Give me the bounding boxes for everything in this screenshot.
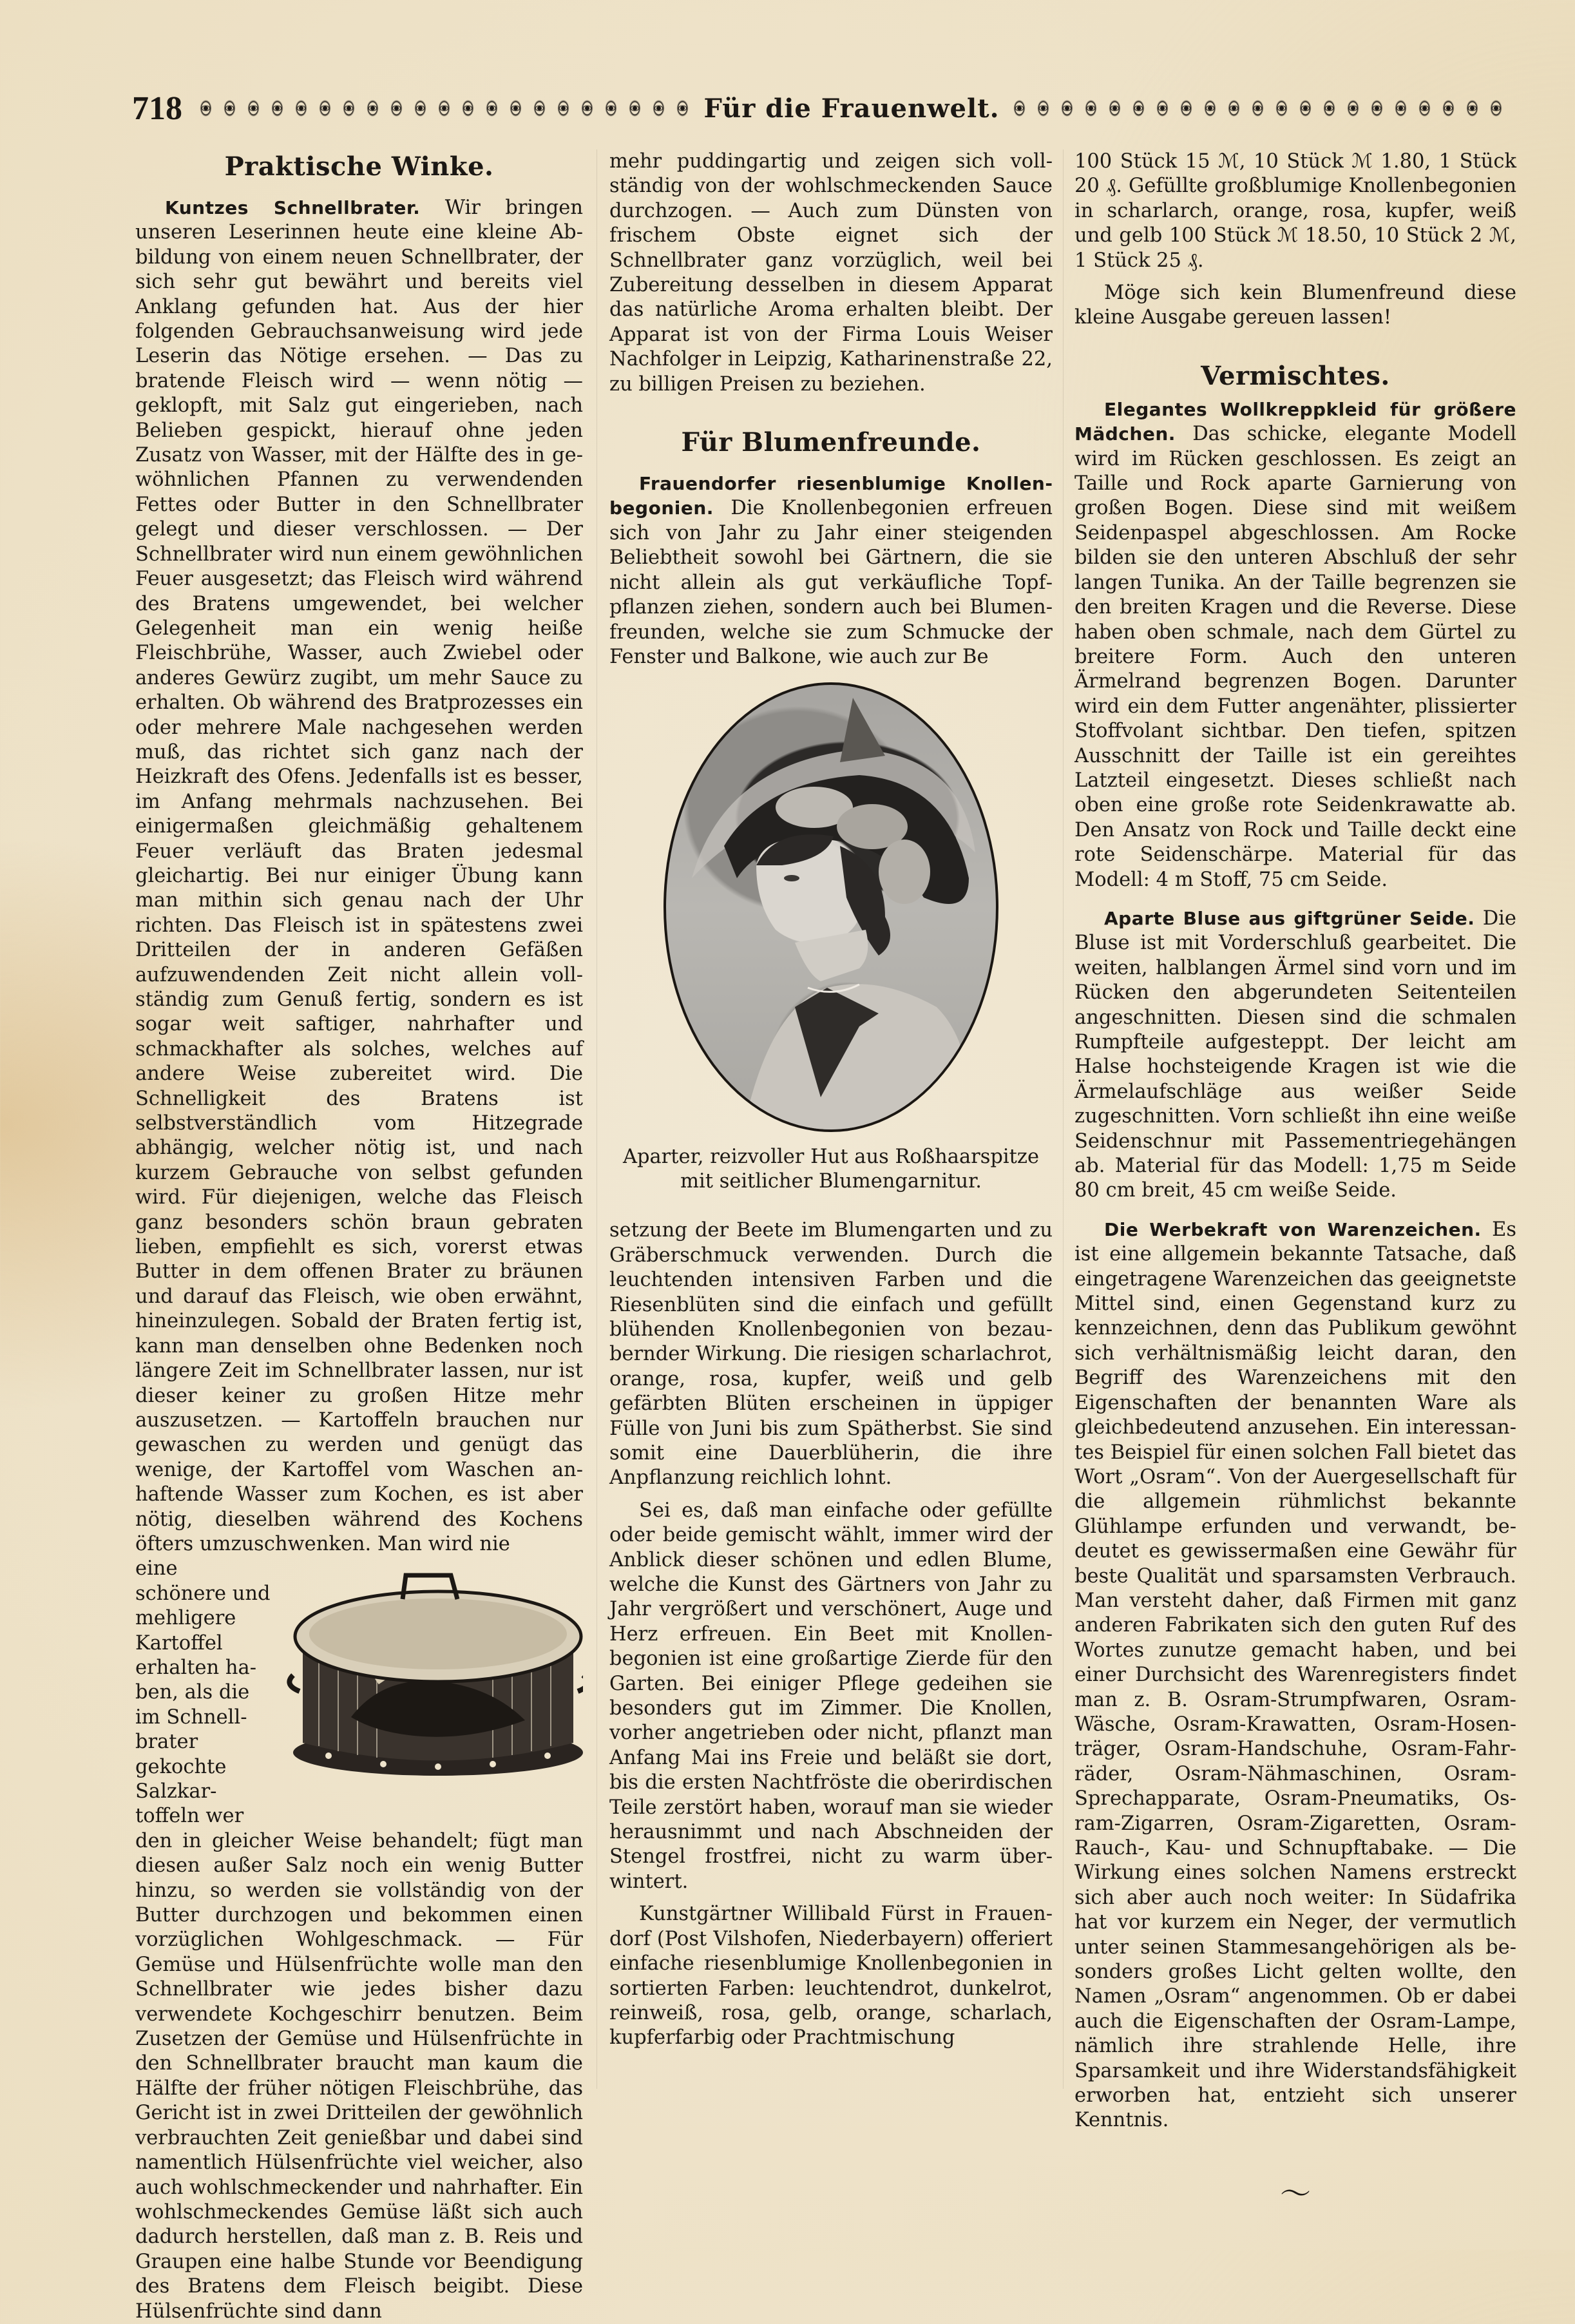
article-schnellbrater-continued: mehr puddingartig und zeigen sich vollständig von der wohlschmeckenden Sauce durchzogen. — Auch zum Dünsten von frischem Obste eignet sich der Schnellbrater ganz vorzüglich, weil bei Zubereitung desselben in diesem Apparat das natürliche Aroma erhalten bleibt. Der Apparat ist von der Firma Louis Weiser Nachfolger in Leipzig, Katharinenstraße 22, zu billigen Preisen zu beziehen. bbox=[609, 150, 1053, 396]
roasting-pan-icon bbox=[280, 1559, 583, 1785]
article-lead-knollenbegonien: Frauendorfer riesenblumige Knollenbegonien. bbox=[609, 473, 1053, 519]
article-text: Die Knollenbegonien erfreuen sich von Jahr zu Jahr einer steigenden Beliebtheit sowohl bei Gärtnern, die sie nicht allein als gut verkäufliche Topfpflanzen ziehen, sondern auch bei Blumenfreunden, welche sie zum Schmucke der Fenster und Balkone, wie auch zur Be bbox=[609, 497, 1053, 668]
column-2 bbox=[609, 149, 1053, 2051]
portrait-photo-woman-hat bbox=[663, 682, 998, 1132]
article-bluse bbox=[1074, 907, 1516, 1204]
article-knollenbegonien-paragraph-1 bbox=[609, 472, 1053, 669]
article-knollenbegonien-paragraph-2: Sei es, daß man einfache oder gefüllte oder beide gemischt wählt, immer wird der Anblick dieser schönen und edlen Blume, welche die Kunst des Gärtners von Jahr zu Jahr vergrößert und verschönert, Auge und Herz erfreuen. Ein Beet mit Knollenbegonien ist eine großartige Zierde für den Garten. Bei einiger Pflege gedeihen sie besonders gut im Zimmer. Die Knollen, vorher angetrieben oder nicht, pflanzt man Anfang Mai ins Freie und beläßt sie dort, bis die ersten Nachtfröste die oberirdischen Teile zerstört haben, worauf man sie wieder herausnimmt und nach Abschneiden der Stengel frostfrei, nicht zu warm überwintert. bbox=[609, 1499, 1053, 1893]
article-text: Wir bringen unseren Leserinnen heute eine kleine Abbildung von einem neuen Schnellbrater, der sich sehr gut bewährt und bereits viel Anklang gefunden hat. Aus der hier folgenden Gebrauchsanweisung wird jede Leserin das Nötige ersehen. — Das zu bratende Fleisch wird — wenn nötig — geklopft, mit Salz gut eingerieben, nach Belieben gespickt, hierauf ohne jeden Zusatz von Wasser, mit der Hälfte des in gewöhnlichen Pfannen zu verwendenden Fettes oder Butter in den Schnellbrater gelegt und dieser verschlossen. — Der Schnellbrater wird nun einem gewöhnlichen Feuer ausgesetzt; das Fleisch wird während des Bratens umgewendet, bei welcher Gelegenheit man ein wenig heiße Fleischbrühe, Wasser, auch Zwiebel oder anderes Gewürz zugibt, um mehr Sauce zu erhalten. Ob während des Bratprozesses ein oder mehrere Male nachgesehen werden muß, das richtet sich ganz nach der Heizkraft des Ofens. Jedenfalls ist es besser, im Anfang mehrmals nachzusehen. Bei einigermaßen gleichmäßig gehaltenem Feuer verläuft das Braten jedesmal gleichartig. Bei nur einiger Übung kann man mithin sich genau nach der Uhr richten. Das Fleisch ist in spätestens zwei Dritteilen der in anderen Gefäßen aufzuwendenden Zeit nicht allein vollständig zum Genuß fertig, sondern es ist sogar weit saftiger, nahrhafter und schmackhafter als solches, welches auf andere Weise zubereitet wird. Die Schnelligkeit des Bratens ist selbstverständlich vom Hitzegrade abhängig, welcher nötig ist, und nach kurzem Gebrauche von selbst gefunden wird. Für diejenigen, welche das Fleisch ganz besonders schön braun gebraten lieben, empfiehlt es sich, vorerst etwas Butter in dem offenen Brater zu bräunen und darauf das Fleisch, wie oben erwähnt, hineinzulegen. Sobald der Braten fertig ist, kann man denselben ohne Bedenken noch längere Zeit im Schnellbrater lassen, nur ist dieser keiner zu großen Hitze mehr auszusetzen. — Kartoffeln brauchen nur gewaschen zu werden und genügt das wenige, der Kartoffel vom Waschen anhaftende Wasser zum Kochen, es ist aber nötig, dieselben während des Kochens öfters umzuschwenken. Man wird nie bbox=[135, 197, 583, 1555]
photo-caption: Aparter, reizvoller Hut aus Roßhaarspitze mit seitlicher Blumengarnitur. bbox=[622, 1146, 1040, 1193]
section-heading-praktische-winke: Praktische Winke. bbox=[224, 151, 494, 182]
article-knollenbegonien-continued: setzung der Beete im Blumengarten und zu Gräberschmuck verwenden. Durch die leuchtenden intensiven Farben und die Riesenblüten sind die einfach und gefüllt blühenden Knollenbegonien von bezaubernder Wirkung. Die riesigen scharlachrot, orange, rosa, kupfer, weiß und gelb gefärbten Blüten erscheinen in üppiger Fülle von Juni bis zum Spätherbst. Sie sind somit eine Dauerblüherin, die ihre Anpflanzung reichlich lohnt. bbox=[609, 1219, 1053, 1490]
article-knollenbegonien-paragraph-3: Kunstgärtner Willibald Fürst in Frauendorf (Post Vilshofen, Niederbayern) offeriert einfache riesenblumige Knollenbegonien in sortierten Farben: leuchtendrot, dunkelrot, reinweiß, rosa, gelb, orange, scharlach, kupferfarbig oder Prachtmischung bbox=[609, 1903, 1053, 2050]
portrait-figure bbox=[609, 682, 1053, 1194]
article-lead-schnellbrater: Kuntzes Schnellbrater. bbox=[165, 197, 421, 218]
section-heading-vermischtes: Vermischtes. bbox=[1201, 360, 1390, 391]
wrapped-text-block bbox=[135, 1557, 583, 1829]
article-schnellbrater-paragraph-1 bbox=[135, 196, 583, 1557]
article-schnellbrater-wrap-text: eine schönere und mehligere Kartoffel erhalten haben, als die im Schnellbrater gekochte Salzkartoffeln wer bbox=[135, 1557, 271, 1828]
article-warenzeichen bbox=[1074, 1218, 1516, 2133]
column-3 bbox=[1074, 149, 1517, 2212]
article-lead-warenzeichen: Die Werbekraft von Warenzeichen. bbox=[1104, 1218, 1482, 1240]
article-schnellbrater-paragraph-2: den in gleicher Weise behandelt; fügt man diesen außer Salz noch ein wenig Butter hinzu, so werden sie vollständig von der Butter durchzogen und bekommen einen vorzüglichen Wohlgeschmack. — Für Gemüse und Hülsenfrüchte wolle man den Schnellbrater wie jedes bisher dazu verwendete Kochgeschirr benutzen. Beim Zusetzen der Gemüse und Hülsenfrüchte in den Schnellbrater braucht man kaum die Hälfte der früher nötigen Fleischbrühe, das Gericht ist in zwei Dritteilen der gewöhnlich verbrauchten Zeit genießbar und dabei sind namentlich Hülsenfrüchte viel weicher, also auch wohlschmeckender und nahrhafter. Ein wohlschmeckendes Gemüse läßt sich auch dadurch herstellen, daß man z. B. Reis und Graupen eine halbe Stunde vor Beendigung des Bratens dem Fleisch beigibt. Diese Hülsenfrüchte sind dann bbox=[135, 1829, 583, 2323]
column-1 bbox=[135, 149, 583, 2324]
ornament-rule-right bbox=[1007, 100, 1509, 117]
article-text: Es ist eine allgemein bekannte Tatsache, daß eingetragene Warenzeichen das geeignetste Mittel sind, einen Gegenstand kurz zu kennzeichnen, denn das Publikum gewöhnt sich verhältnismäßig leicht daran, den Begriff des Warenzeichens mit den Eigenschaften der benannten Ware als gleichbedeutend anzusehen. Ein interessantes Beispiel für einen solchen Fall bietet das Wort „Osram“. Von der Auergesellschaft für die allgemein rühmlichst bekannte Glühlampe erfunden und verwandt, bedeutet es gewissermaßen eine Gewähr für beste Qualität und sparsamsten Verbrauch. Man versteht daher, daß Firmen mit ganz anderen Fabrikaten sich den guten Ruf des Wortes zunutze gemacht haben, und bei einer Durchsicht des Warenregisters findet man z. B. Osram-Strumpfwaren, Osram-Wäsche, Osram-Krawatten, Osram-Hosenträger, Osram-Handschuhe, Osram-Fahrräder, Osram-Nähmaschinen, Osram-Sprechapparate, Osram-Pneumatiks, Osram-Zigarren, Osram-Zigaretten, Osram-Rauch-, Kau- und Schnupftabake. — Die Wirkung eines solchen Namens erstreckt sich aber auch noch weiter: In Südafrika hat vor kurzem ein Neger, der vermutlich unter seinen Stammesangehörigen als besonders großes Licht gelten wollte, den Namen „Osram“ angenommen. Ob er dabei auch die Eigenschaften der Osram-Lampe, nämlich ihre strahlende Helle, ihre Sparsamkeit und ihre Widerstandsfähigkeit erworben hat, entzieht sich unserer Kenntnis. bbox=[1074, 1218, 1517, 2132]
running-title: Für die Frauenwelt. bbox=[703, 93, 1000, 124]
article-lead-bluse: Aparte Bluse aus giftgrüner Seide. bbox=[1104, 907, 1475, 929]
page-header bbox=[132, 89, 1517, 128]
article-knollenbegonien-closing: Möge sich kein Blumenfreund diese kleine Ausgabe gereuen lassen! bbox=[1074, 282, 1516, 329]
article-wollkreppkleid bbox=[1074, 398, 1516, 892]
ornament-rule-left bbox=[194, 100, 696, 117]
section-heading-blumenfreunde: Für Blumenfreunde. bbox=[681, 427, 981, 458]
article-knollenbegonien-prices: 100 Stück 15 ℳ, 10 Stück ℳ 1.80, 1 Stück 20 ₰. Gefüllte großblumige Knollenbegonien in scharlarch, orange, rosa, kupfer, weiß und gelb 100 Stück ℳ 18.50, 10 Stück 2 ℳ, 1 Stück 25 ₰. bbox=[1074, 150, 1516, 272]
article-text: Das schicke, elegante Modell wird im Rücken geschlossen. Es zeigt an Taille und Rock aparte Garnierung von großen Bogen. Diese sind mit weißem Seidenpaspel abgeschlossen. Am Rocke bilden sie den unteren Abschluß der sehr langen Tunika. An der Taille begrenzen sie den breiten Kragen und die Reverse. Diese haben oben schmale, nach dem Gürtel zu breitere Form. Auch den unteren Ärmelrand begrenzen Bogen. Darunter wird ein dem Futter angenähter, plissierter Stoffvolant sichtbar. Den tiefen, spitzen Ausschnitt der Taille ist ein gereihtes Latzteil eingesetzt. Dieses schließt nach oben eine große rote Seidenkrawatte ab. Den Ansatz von Rock und Taille deckt eine rote Seidenschärpe. Material für das Modell: 4 m Stoff, 75 cm Seide. bbox=[1074, 423, 1516, 891]
page-number: 718 bbox=[132, 90, 182, 127]
end-ornament-icon: 〜 bbox=[1279, 2175, 1311, 2212]
article-text: Die Bluse ist mit Vorderschluß gearbeitet. Die weiten, halblangen Ärmel sind vorn und im Rücken den abgerundeten Seitenteilen angeschnitten. Diesen sind die schmalen Rumpfteile aufgesteppt. Der leicht am Halse hochsteigende Kragen ist wie die Ärmelaufschläge aus weißer Seide zugeschnitten. Vorn schließt ihn eine weiße Seidenschnur mit Passementriegehängen ab. Material für das Modell: 1,75 m Seide 80 cm breit, 45 cm weiße Seide. bbox=[1074, 907, 1516, 1202]
schnellbrater-illustration bbox=[280, 1559, 583, 1785]
portrait-image-icon bbox=[666, 685, 996, 1129]
column-divider bbox=[1063, 149, 1064, 2089]
article-lead-wollkreppkleid: Elegantes Wollkreppkleid für größere Mädchen. bbox=[1074, 398, 1516, 445]
